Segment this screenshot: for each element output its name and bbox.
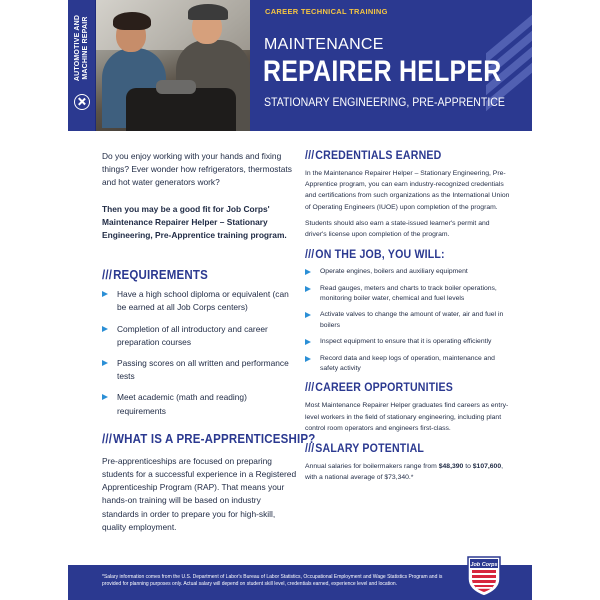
salary-footnote: *Salary information comes from the U.S. Department of Labor's Bureau of Labor Statistics, Occupational Employment and Wage Statistics Program and is provided for planning purposes only. Actual salary will depend on student skill level, credentials earned, experience level and location.	[102, 574, 443, 587]
requirements-heading	[102, 268, 281, 282]
salary-mid: to	[463, 463, 473, 471]
career-heading-text: CAREER OPPORTUNITIES	[315, 382, 454, 395]
on-the-job-heading-text: ON THE JOB, YOU WILL:	[315, 249, 445, 262]
salary-suffix: , with a national average of $73,340.*	[305, 463, 504, 482]
footer-bar	[68, 565, 532, 600]
list-item: Passing scores on all written and performance tests	[102, 357, 297, 383]
left-column	[102, 150, 316, 534]
intro-pitch: Then you may be a good fit for Job Corps' Maintenance Repairer Helper – Stationary Engineering, Pre-Apprentice training program.	[102, 203, 287, 241]
page-title: REPAIRER HELPER	[263, 55, 502, 88]
on-the-job-heading-slashes: ///	[305, 249, 315, 262]
list-item: Read gauges, meters and charts to track boiler operations, monitoring boiler water, chemical and fuel levels	[305, 284, 512, 305]
list-item: Activate valves to change the amount of water, air and fuel in boilers	[305, 310, 512, 331]
requirements-heading-slashes: ///	[102, 268, 113, 283]
pre-apprenticeship-heading	[102, 431, 316, 446]
category-label-line2: MACHINE REPAIR	[82, 16, 89, 80]
on-the-job-heading	[305, 249, 495, 261]
category-label-line1: AUTOMOTIVE AND	[74, 14, 81, 82]
list-item: Have a high school diploma or equivalent (can be earned at all Job Corps centers)	[102, 288, 297, 314]
job-corps-logo-icon	[466, 555, 502, 597]
intro-question: Do you enjoy working with your hands and fixing things? Ever wonder how refrigerators, thermostats and hot water generators work?	[102, 151, 292, 188]
requirements-heading-text: REQUIREMENTS	[113, 268, 208, 283]
requirements-list	[102, 288, 297, 418]
salary-high: $107,600	[472, 463, 502, 471]
wrench-screwdriver-icon	[74, 94, 90, 110]
page-subtitle: STATIONARY ENGINEERING, PRE-APPRENTICE	[264, 95, 505, 109]
list-item: Operate engines, boilers and auxiliary equipment	[305, 267, 512, 277]
category-strip	[68, 0, 96, 131]
logo-text: Job Corps	[470, 562, 498, 568]
on-the-job-list	[305, 267, 512, 374]
header-banner	[68, 0, 532, 131]
credentials-heading	[305, 150, 495, 162]
credentials-body: In the Maintenance Repairer Helper – Stationary Engineering, Pre-Apprentice program, you can earn industry-recognized credentials and certifications from such organizations as the International Union of Operating Engineers (IUOE) upon completion of the program.	[305, 170, 510, 211]
flyer-page	[68, 0, 532, 600]
list-item: Record data and keep logs of operation, maintenance and safety activity	[305, 354, 512, 375]
salary-low: $48,390	[438, 463, 464, 471]
pre-apprenticeship-heading-slashes: ///	[102, 431, 113, 446]
salary-body	[305, 461, 512, 483]
list-item: Meet academic (math and reading) requirements	[102, 391, 297, 417]
salary-prefix: Annual salaries for boilermakers range from	[305, 463, 439, 471]
credentials-license-note: Students should also earn a state-issued learner's permit and driver's license upon completion of the program.	[305, 219, 490, 239]
credentials-heading-text: CREDENTIALS EARNED	[315, 150, 442, 162]
right-column	[305, 150, 512, 483]
kicker-label: CAREER TECHNICAL TRAINING	[265, 7, 388, 16]
career-heading	[305, 382, 495, 394]
category-label	[74, 15, 90, 81]
salary-heading-text: SALARY POTENTIAL	[315, 443, 425, 456]
header-photo	[96, 0, 250, 131]
career-heading-slashes: ///	[305, 382, 315, 395]
salary-heading-slashes: ///	[305, 443, 315, 456]
title-line1: MAINTENANCE	[264, 36, 384, 53]
career-body: Most Maintenance Repairer Helper graduates find careers as entry-level workers in the field of stationary engineering, including plant control room operators and engineers first-class.	[305, 402, 509, 432]
list-item: Inspect equipment to ensure that it is operating efficiently	[305, 337, 512, 347]
pre-apprenticeship-body: Pre-apprenticeships are focused on preparing students for a successful experience in a Registered Apprenticeship Program (RAP). That means your hands-on training will be based on industry standards in order to prepare you for high-skill, quality employment.	[102, 455, 297, 532]
credentials-heading-slashes: ///	[305, 150, 315, 162]
list-item: Completion of all introductory and career preparation courses	[102, 323, 297, 349]
salary-heading	[305, 443, 495, 455]
pre-apprenticeship-heading-text: WHAT IS A PRE-APPRENTICESHIP?	[113, 431, 316, 446]
